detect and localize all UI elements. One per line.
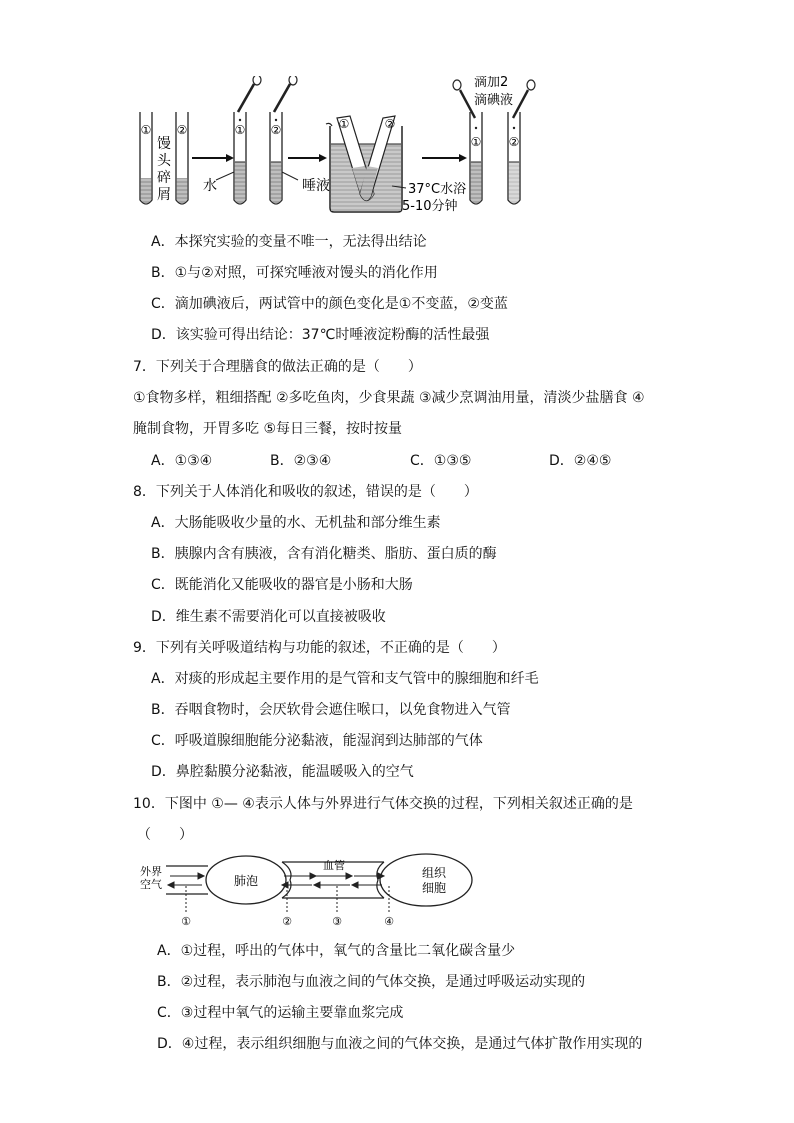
bath-time-label: 5-10分钟 xyxy=(402,199,458,214)
process-4-label: ④ xyxy=(384,915,394,928)
q10-stem-line-2: （ ） xyxy=(137,827,193,843)
q8-option-d: D．维生素不需要消化可以直接被吸收 xyxy=(151,609,386,625)
bath-temp-label: 37°C水浴 xyxy=(408,182,467,197)
final-tube-2-label: ② xyxy=(508,135,520,149)
dropper-iodine-2 xyxy=(513,80,535,129)
q7-option-c: C．①③⑤ xyxy=(410,453,472,469)
tube-2-label-b: ② xyxy=(270,123,282,137)
q10-stem-line-1: 10．下图中 ①— ④表示人体与外界进行气体交换的过程，下列相关叙述正确的是 xyxy=(133,796,633,812)
dropper-water xyxy=(238,76,261,121)
q8-option-a: A．大肠能吸收少量的水、无机盐和部分维生素 xyxy=(151,515,441,531)
mantou-label-4: 屑 xyxy=(157,187,171,203)
q8-option-b: B．胰腺内含有胰液，含有消化糖类、脂肪、蛋白质的酶 xyxy=(151,546,497,562)
q6-option-a: A．本探究实验的变量不唯一，无法得出结论 xyxy=(151,234,427,250)
saliva-label: 唾液 xyxy=(302,178,330,194)
q10-option-b: B．②过程，表示肺泡与血液之间的气体交换，是通过呼吸运动实现的 xyxy=(157,974,586,990)
q8-stem: 8．下列关于人体消化和吸收的叙述，错误的是（ ） xyxy=(133,484,478,500)
tube-1-final xyxy=(470,112,482,204)
tissue-cell-label-2: 细胞 xyxy=(421,881,447,895)
tube-2-label: ② xyxy=(176,123,188,137)
tissue-cell-shape xyxy=(380,854,472,906)
gas-exchange-figure xyxy=(136,852,478,932)
alveolus-label: 肺泡 xyxy=(233,874,259,888)
saliva-pointer xyxy=(282,172,298,180)
q10-option-d: D．④过程，表示组织细胞与血液之间的气体交换，是通过气体扩散作用实现的 xyxy=(157,1036,643,1052)
q9-option-c: C．呼吸道腺细胞能分泌黏液，能湿润到达肺部的气体 xyxy=(151,733,483,749)
final-tube-1-label: ① xyxy=(470,135,482,149)
outside-air-label-2: 空气 xyxy=(140,878,162,891)
mantou-label-2: 头 xyxy=(157,153,171,169)
mantou-label-3: 碎 xyxy=(157,170,171,186)
tube-1-label: ① xyxy=(140,123,152,137)
outside-air-label-1: 外界 xyxy=(140,865,162,878)
tissue-cell-label-1: 组织 xyxy=(421,866,447,880)
q8-option-c: C．既能消化又能吸收的器官是小肠和大肠 xyxy=(151,577,413,593)
iodine-label-1: 滴加2 xyxy=(474,76,509,90)
q10-option-a: A．①过程，呼出的气体中，氧气的含量比二氧化碳含量少 xyxy=(157,943,516,959)
iodine-label-2: 滴碘液 xyxy=(474,93,514,108)
q6-option-d: D．该实验可得出结论：37℃时唾液淀粉酶的活性最强 xyxy=(151,327,490,343)
q10-option-c: C．③过程中氧气的运输主要靠血浆完成 xyxy=(157,1005,404,1021)
water-pointer xyxy=(216,172,234,180)
process-3-label: ③ xyxy=(332,915,342,928)
q7-option-d: D．②④⑤ xyxy=(549,453,612,469)
tube-2-final xyxy=(508,112,520,204)
q7-stem: 7．下列关于合理膳食的做法正确的是（ ） xyxy=(133,359,422,375)
tube-1-label-b: ① xyxy=(234,123,246,137)
mantou-label-1: 馒 xyxy=(157,136,171,152)
vessel-label: 血管 xyxy=(323,859,345,872)
bath-tube-2-label: ② xyxy=(384,117,396,131)
q6-option-c: C．滴加碘液后，两试管中的颜色变化是①不变蓝，②变蓝 xyxy=(151,296,508,312)
q7-items-line-2: 腌制食物，开胃多吃 ⑤每日三餐，按时按量 xyxy=(133,421,402,437)
q9-stem: 9．下列有关呼吸道结构与功能的叙述，不正确的是（ ） xyxy=(133,640,506,656)
q7-items-line-1: ①食物多样，粗细搭配 ②多吃鱼肉，少食果蔬 ③减少烹调油用量，清淡少盐膳食 ④ xyxy=(133,390,645,406)
process-1-label: ① xyxy=(181,915,191,928)
experiment-figure xyxy=(130,76,550,216)
q9-option-d: D．鼻腔黏膜分泌黏液，能温暖吸入的空气 xyxy=(151,764,414,780)
q7-option-a: A．①③④ xyxy=(151,453,213,469)
water-label: 水 xyxy=(203,178,217,194)
q6-option-b: B．①与②对照，可探究唾液对馒头的消化作用 xyxy=(151,265,438,281)
bath-tube-1-label: ① xyxy=(338,117,350,131)
dropper-saliva xyxy=(274,76,297,121)
q7-option-b: B．②③④ xyxy=(270,453,332,469)
process-2-label: ② xyxy=(282,915,292,928)
q9-option-b: B．吞咽食物时，会厌软骨会遮住喉口，以免食物进入气管 xyxy=(151,702,511,718)
q9-option-a: A．对痰的形成起主要作用的是气管和支气管中的腺细胞和纤毛 xyxy=(151,671,539,687)
